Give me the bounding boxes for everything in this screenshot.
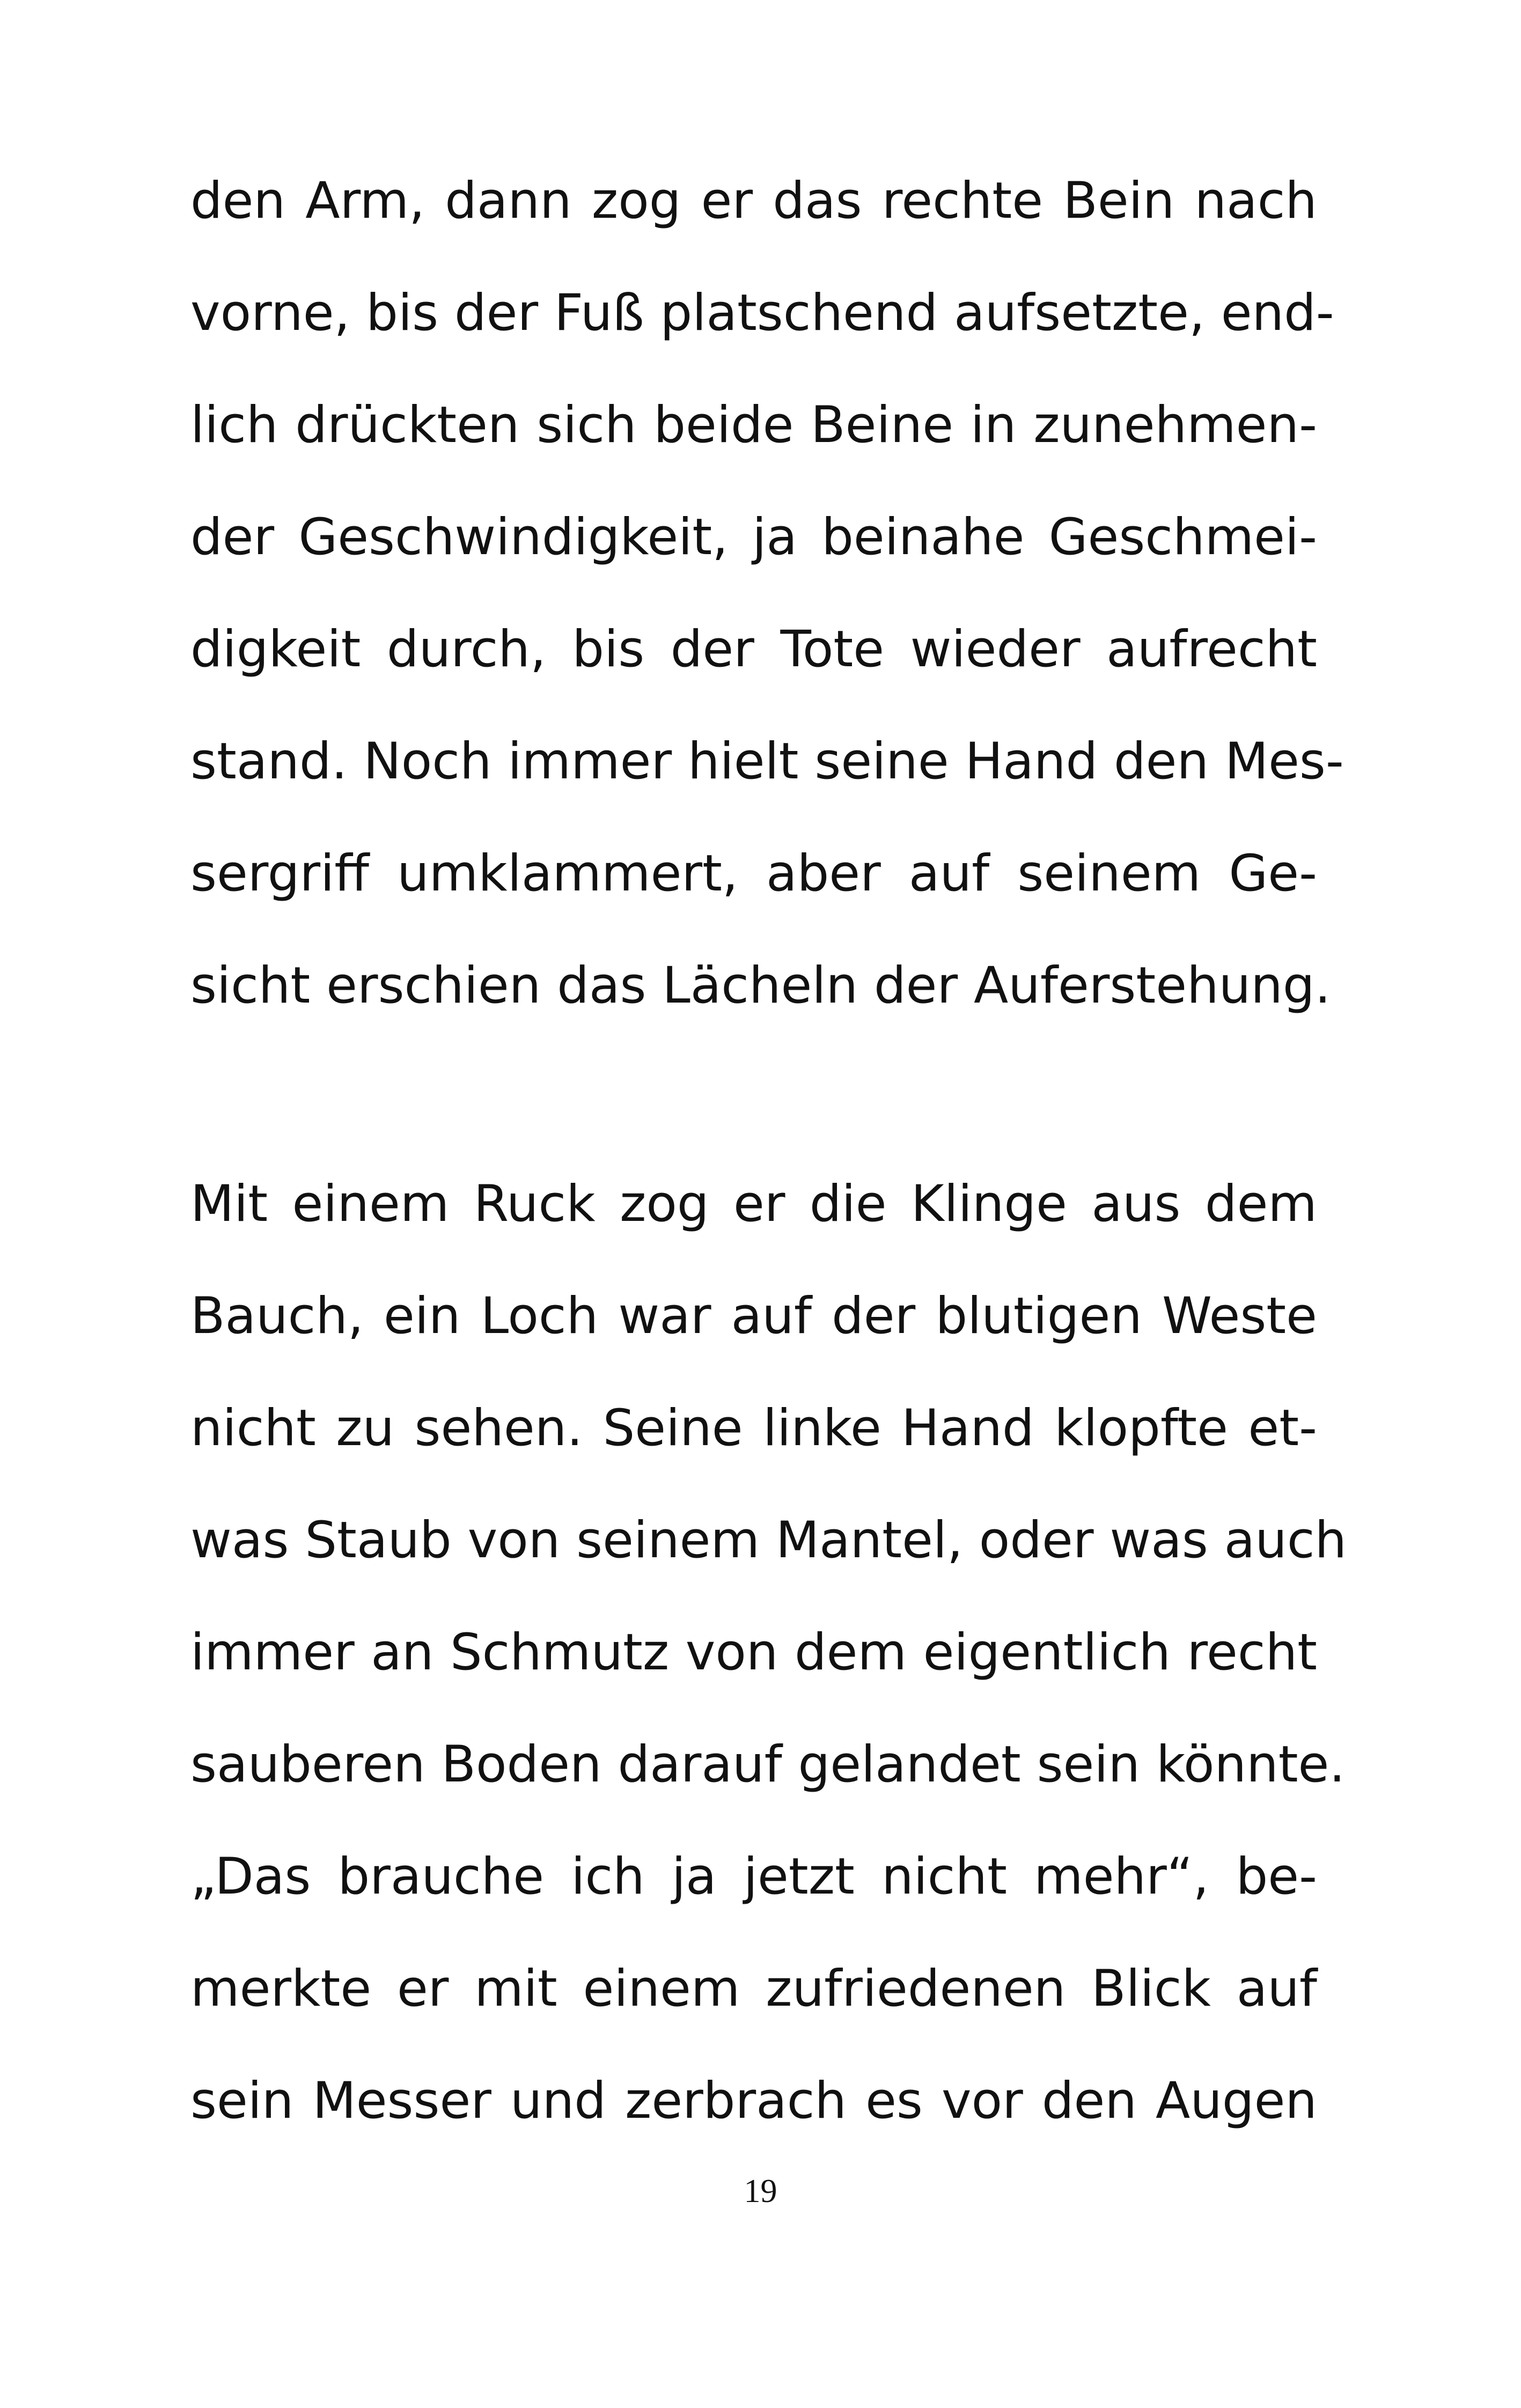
text-line: sauberen Boden darauf gelandet sein könnte.: [190, 1735, 1346, 1794]
text-line: den Arm, dann zog er das rechte Bein nach: [190, 172, 1317, 230]
text-line: lich drückten sich beide Beine in zunehmen-: [190, 396, 1317, 454]
text-line: sergriff umklammert, aber auf seinem Ge-: [190, 844, 1317, 903]
text-line: merkte er mit einem zufriedenen Blick auf: [190, 1960, 1317, 2018]
text-line: immer an Schmutz von dem eigentlich recht: [190, 1623, 1317, 1682]
page-number: 19: [744, 2173, 777, 2210]
text-line: „Das brauche ich ja jetzt nicht mehr“, be-: [190, 1847, 1317, 1906]
text-line: der Geschwindigkeit, ja beinahe Geschmei-: [190, 508, 1317, 566]
text-line: was Staub von seinem Mantel, oder was auch: [190, 1511, 1347, 1570]
text-line: stand. Noch immer hielt seine Hand den Mes-: [190, 732, 1344, 791]
text-line: sein Messer und zerbrach es vor den Augen: [190, 2072, 1317, 2130]
text-line: digkeit durch, bis der Tote wieder aufrecht: [190, 620, 1317, 679]
text-line: vorne, bis der Fuß platschend aufsetzte, end-: [190, 284, 1334, 342]
text-line: Mit einem Ruck zog er die Klinge aus dem: [190, 1175, 1317, 1233]
text-line: Bauch, ein Loch war auf der blutigen Weste: [190, 1287, 1317, 1345]
text-line: sicht erschien das Lächeln der Auferstehung.: [190, 956, 1331, 1015]
text-line: nicht zu sehen. Seine linke Hand klopfte et-: [190, 1399, 1317, 1457]
